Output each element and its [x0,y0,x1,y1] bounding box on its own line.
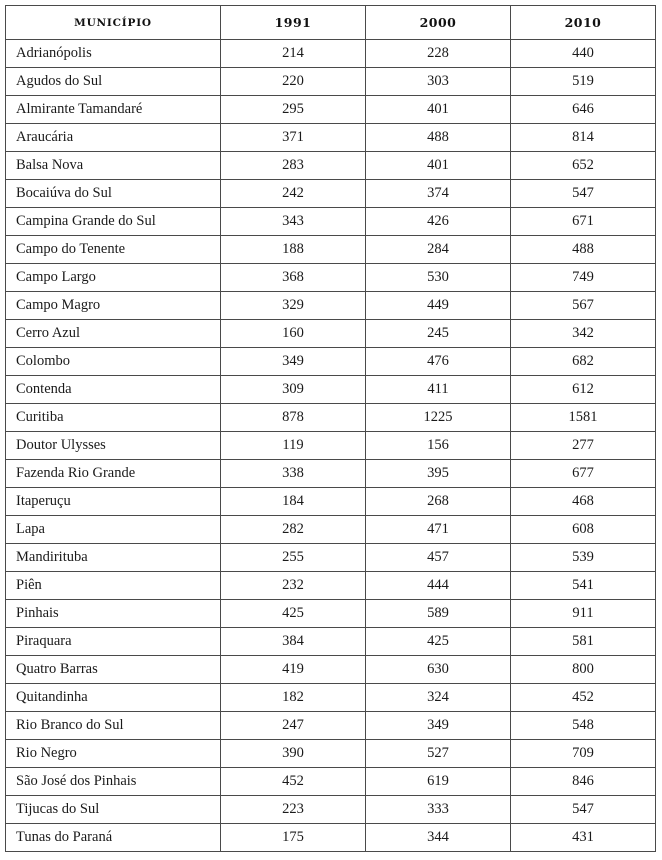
municipio-cell: Curitiba [6,404,221,432]
value-1991-cell: 182 [221,684,366,712]
value-1991-cell: 214 [221,40,366,68]
value-1991-cell: 390 [221,740,366,768]
value-2000-cell: 488 [366,124,511,152]
value-1991-cell: 247 [221,712,366,740]
value-2010-cell: 431 [511,824,656,852]
value-1991-cell: 878 [221,404,366,432]
value-2010-cell: 814 [511,124,656,152]
municipio-cell: Contenda [6,376,221,404]
value-2000-cell: 411 [366,376,511,404]
table-body [6,40,656,852]
value-2000-cell: 401 [366,152,511,180]
table-row [6,712,656,740]
column-header-2010: 2010 [511,6,656,40]
column-header-2000: 2000 [366,6,511,40]
municipio-cell: Balsa Nova [6,152,221,180]
table-row [6,432,656,460]
table-row [6,684,656,712]
table-row [6,768,656,796]
value-2000-cell: 395 [366,460,511,488]
table-row [6,740,656,768]
value-1991-cell: 452 [221,768,366,796]
municipio-cell: Campo Magro [6,292,221,320]
value-1991-cell: 371 [221,124,366,152]
value-2000-cell: 268 [366,488,511,516]
municipio-cell: Piên [6,572,221,600]
value-2000-cell: 444 [366,572,511,600]
value-2000-cell: 630 [366,656,511,684]
table-row [6,824,656,852]
value-2000-cell: 344 [366,824,511,852]
table-row [6,404,656,432]
municipio-cell: Fazenda Rio Grande [6,460,221,488]
value-2000-cell: 530 [366,264,511,292]
value-2000-cell: 1225 [366,404,511,432]
municipio-cell: Agudos do Sul [6,68,221,96]
table-row [6,124,656,152]
column-header-municipio: MUNICÍPIO [6,6,221,40]
municipio-cell: Cerro Azul [6,320,221,348]
municipio-cell: Campo Largo [6,264,221,292]
value-2000-cell: 425 [366,628,511,656]
municipio-cell: Colombo [6,348,221,376]
value-2000-cell: 374 [366,180,511,208]
value-2000-cell: 333 [366,796,511,824]
value-2000-cell: 457 [366,544,511,572]
value-1991-cell: 419 [221,656,366,684]
value-1991-cell: 309 [221,376,366,404]
value-1991-cell: 188 [221,236,366,264]
value-2000-cell: 324 [366,684,511,712]
municipio-cell: Itaperuçu [6,488,221,516]
value-1991-cell: 160 [221,320,366,348]
value-1991-cell: 184 [221,488,366,516]
value-1991-cell: 384 [221,628,366,656]
value-2000-cell: 619 [366,768,511,796]
table-row [6,180,656,208]
value-2010-cell: 519 [511,68,656,96]
value-2010-cell: 452 [511,684,656,712]
municipio-cell: Pinhais [6,600,221,628]
value-2010-cell: 846 [511,768,656,796]
value-2010-cell: 342 [511,320,656,348]
value-1991-cell: 242 [221,180,366,208]
table-row [6,40,656,68]
value-2000-cell: 589 [366,600,511,628]
value-1991-cell: 425 [221,600,366,628]
value-2010-cell: 468 [511,488,656,516]
table-row [6,488,656,516]
table-row [6,68,656,96]
municipio-cell: Tunas do Paraná [6,824,221,852]
value-2000-cell: 527 [366,740,511,768]
value-1991-cell: 255 [221,544,366,572]
value-2000-cell: 449 [366,292,511,320]
table-row [6,796,656,824]
table-row [6,544,656,572]
table-row [6,516,656,544]
value-1991-cell: 282 [221,516,366,544]
value-1991-cell: 119 [221,432,366,460]
value-2000-cell: 401 [366,96,511,124]
value-1991-cell: 295 [221,96,366,124]
value-2010-cell: 541 [511,572,656,600]
value-2010-cell: 652 [511,152,656,180]
table-row [6,656,656,684]
table-row [6,348,656,376]
municipio-cell: Lapa [6,516,221,544]
column-header-1991: 1991 [221,6,366,40]
value-2000-cell: 426 [366,208,511,236]
municipio-cell: Almirante Tamandaré [6,96,221,124]
municipio-cell: Rio Negro [6,740,221,768]
data-table-container [5,5,655,852]
value-2010-cell: 567 [511,292,656,320]
table-row [6,320,656,348]
value-1991-cell: 283 [221,152,366,180]
value-1991-cell: 338 [221,460,366,488]
municipio-cell: Rio Branco do Sul [6,712,221,740]
table-row [6,96,656,124]
value-2010-cell: 608 [511,516,656,544]
value-2000-cell: 476 [366,348,511,376]
value-2010-cell: 440 [511,40,656,68]
value-2010-cell: 612 [511,376,656,404]
value-2000-cell: 245 [366,320,511,348]
table-row [6,572,656,600]
municipio-cell: Mandirituba [6,544,221,572]
value-2010-cell: 709 [511,740,656,768]
value-1991-cell: 368 [221,264,366,292]
municipio-cell: Araucária [6,124,221,152]
municipio-cell: Tijucas do Sul [6,796,221,824]
value-2010-cell: 646 [511,96,656,124]
table-row [6,208,656,236]
table-row [6,628,656,656]
municipio-cell: Campina Grande do Sul [6,208,221,236]
municipio-cell: Quitandinha [6,684,221,712]
value-2000-cell: 303 [366,68,511,96]
header-row [6,6,656,40]
value-2010-cell: 581 [511,628,656,656]
value-2010-cell: 277 [511,432,656,460]
value-2010-cell: 547 [511,796,656,824]
value-2010-cell: 677 [511,460,656,488]
value-2010-cell: 1581 [511,404,656,432]
value-1991-cell: 223 [221,796,366,824]
table-header [6,6,656,40]
value-2010-cell: 682 [511,348,656,376]
table-row [6,376,656,404]
municipality-data-table [5,5,656,852]
value-2010-cell: 539 [511,544,656,572]
value-1991-cell: 175 [221,824,366,852]
municipio-cell: Doutor Ulysses [6,432,221,460]
table-row [6,152,656,180]
municipio-cell: Bocaiúva do Sul [6,180,221,208]
value-2000-cell: 284 [366,236,511,264]
value-1991-cell: 232 [221,572,366,600]
value-2010-cell: 671 [511,208,656,236]
value-2010-cell: 800 [511,656,656,684]
table-row [6,460,656,488]
value-2000-cell: 156 [366,432,511,460]
value-1991-cell: 220 [221,68,366,96]
table-row [6,264,656,292]
value-2010-cell: 548 [511,712,656,740]
value-2010-cell: 911 [511,600,656,628]
value-1991-cell: 343 [221,208,366,236]
municipio-cell: Quatro Barras [6,656,221,684]
municipio-cell: Adrianópolis [6,40,221,68]
municipio-cell: Campo do Tenente [6,236,221,264]
municipio-cell: São José dos Pinhais [6,768,221,796]
value-2010-cell: 749 [511,264,656,292]
table-row [6,236,656,264]
table-row [6,292,656,320]
municipio-cell: Piraquara [6,628,221,656]
value-2000-cell: 228 [366,40,511,68]
value-2000-cell: 471 [366,516,511,544]
value-2010-cell: 547 [511,180,656,208]
value-1991-cell: 329 [221,292,366,320]
table-row [6,600,656,628]
value-2010-cell: 488 [511,236,656,264]
value-2000-cell: 349 [366,712,511,740]
value-1991-cell: 349 [221,348,366,376]
